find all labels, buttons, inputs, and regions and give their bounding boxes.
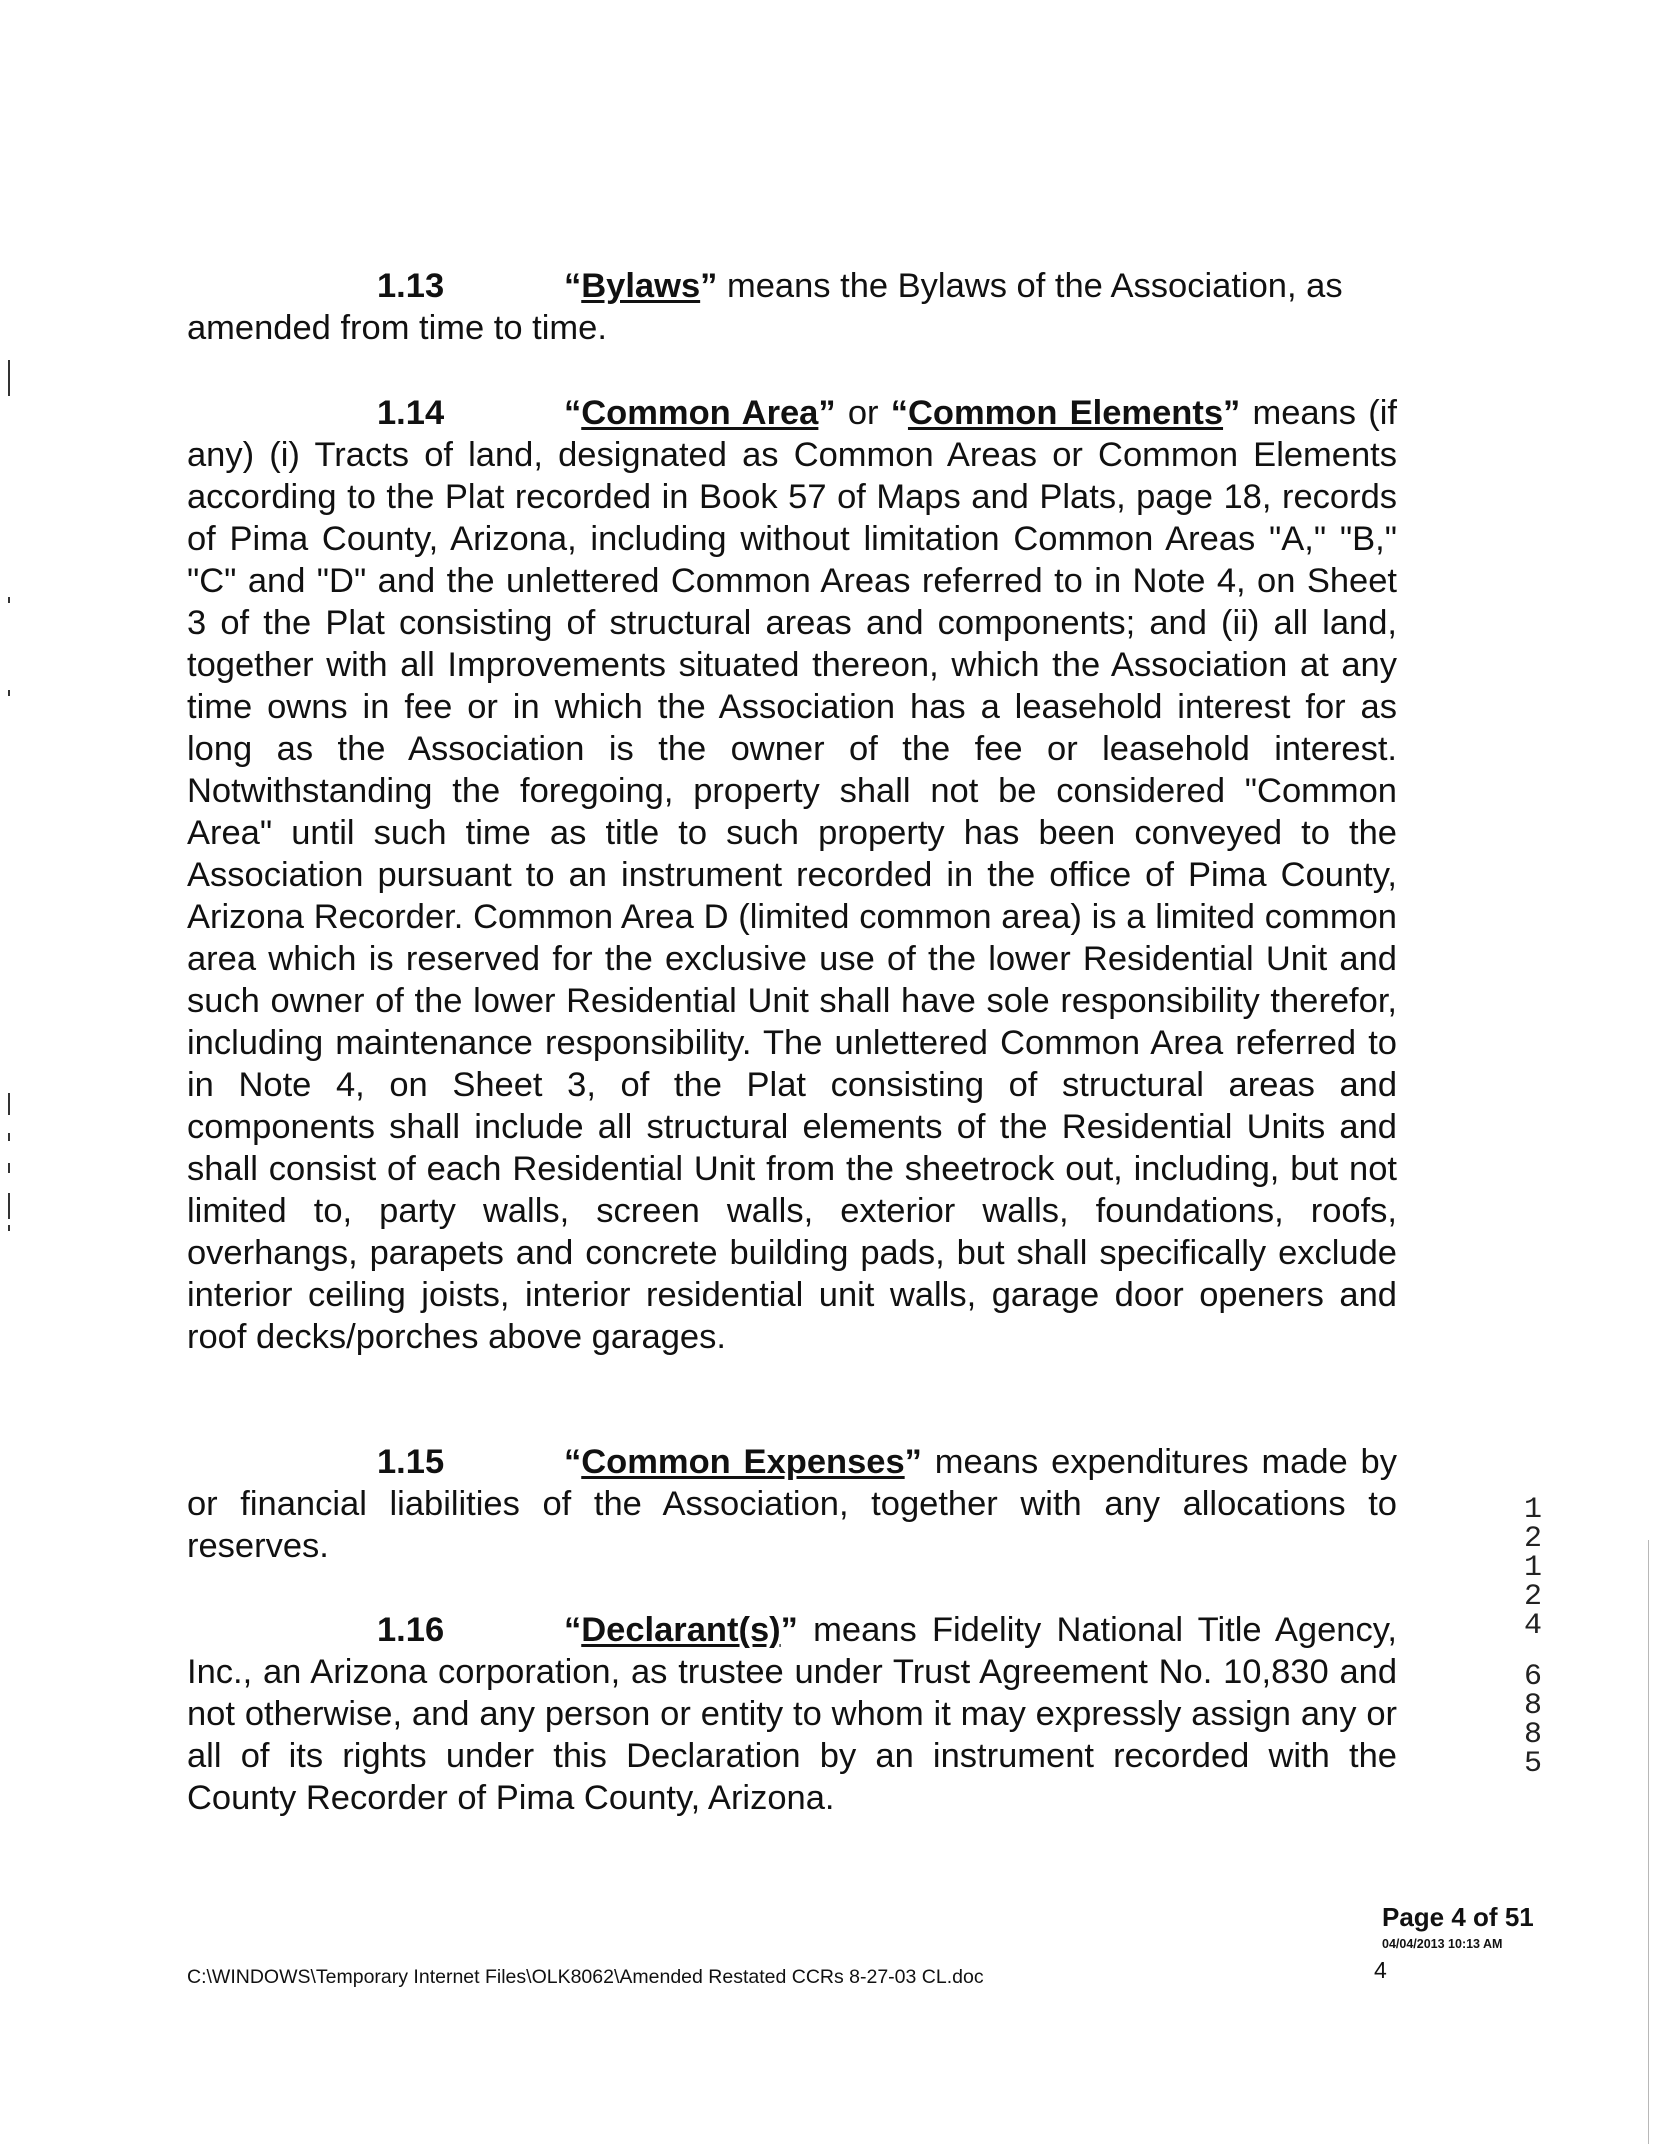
defined-term: “Bylaws”: [564, 267, 718, 305]
page-edge-line: [1648, 1540, 1649, 2144]
term-connector: or: [835, 394, 891, 432]
stamp-digit: 2: [1523, 1580, 1542, 1614]
margin-mark: [8, 1163, 10, 1173]
definition-text: means the Bylaws of the Association, as amended from time to time.: [187, 267, 1343, 347]
definition-text: means Fidelity National Title Agency, Inc., an Arizona corporation, as trustee under Trust Agreement No. 10,830 and not otherwise, and any person or entity to whom it may expressly assign any or all of its rights under this Declaration by an instrument recorded with the County Recorder of Pima County, Arizona.: [187, 1611, 1397, 1817]
stamp-digit: 8: [1523, 1718, 1542, 1752]
margin-mark: [8, 360, 10, 396]
section-1-15: [187, 1441, 1397, 1567]
margin-mark: [8, 1193, 10, 1219]
stamp-digit: 1: [1523, 1551, 1542, 1585]
margin-mark: [8, 1225, 10, 1231]
definition-text: means (if any) (i) Tracts of land, designated as Common Areas or Common Elements according to the Plat recorded in Book 57 of Maps and Plats, page 18, records of Pima County, Arizona, including without limitation Common Areas "A," "B," "C" and "D" and the unlettered Common Areas referred to in Note 4, on Sheet 3 of the Plat consisting of structural areas and components; and (ii) all land, together with all Improvements situated thereon, which the Association at any time owns in fee or in which the Association has a leasehold interest for as long as the Association is the owner of the fee or leasehold interest. Notwithstanding the foregoing, property shall not be considered "Common Area" until such time as title to such property has been conveyed to the Association pursuant to an instrument recorded in the office of Pima County, Arizona Recorder. Common Area D (limited common area) is a limited common area which is reserved for the exclusive use of the lower Residential Unit and such owner of the lower Residential Unit shall have sole responsibility therefor, including maintenance responsibility. The unlettered Common Area referred to in Note 4, on Sheet 3, of the Plat consisting of structural areas and components shall include all structural elements of the Residential Units and shall consist of each Residential Unit from the sheetrock out, including, but not limited to, party walls, screen walls, exterior walls, foundations, roofs, overhangs, parapets and concrete building pads, but shall specifically exclude interior ceiling joists, interior residential unit walls, garage door openers and roof decks/porches above garages.: [187, 394, 1397, 1356]
section-number: 1.13: [377, 267, 445, 305]
section-number: 1.14: [377, 394, 445, 432]
section-number: 1.15: [377, 1443, 445, 1481]
print-timestamp: 04/04/2013 10:13 AM: [1382, 1937, 1503, 1951]
stamp-digit: 5: [1523, 1747, 1542, 1781]
stamp-digit: 2: [1523, 1522, 1542, 1556]
stamp-digit: 6: [1523, 1660, 1542, 1694]
margin-mark: [8, 1133, 10, 1141]
section-1-13: [187, 265, 1397, 349]
defined-term: “Common Elements”: [890, 394, 1241, 432]
defined-term: “Declarant(s)”: [564, 1611, 798, 1649]
footer-page-number: 4: [1374, 1957, 1387, 1983]
recording-stamp: [1518, 1493, 1548, 1781]
page-label: Page 4 of 51: [1382, 1902, 1534, 1932]
stamp-digit: 8: [1523, 1689, 1542, 1723]
section-1-14: [187, 392, 1397, 1358]
margin-mark: [8, 690, 10, 696]
definition-text: means expenditures made by or financial liabilities of the Association, together with any allocations to reserves.: [187, 1443, 1397, 1565]
stamp-digit: 1: [1523, 1493, 1542, 1527]
section-number: 1.16: [377, 1611, 445, 1649]
defined-term: “Common Area”: [564, 394, 836, 432]
stamp-digit: 4: [1523, 1609, 1542, 1643]
section-1-16: [187, 1609, 1397, 1819]
defined-term: “Common Expenses”: [564, 1443, 922, 1481]
margin-mark: [8, 597, 10, 603]
margin-mark: [8, 1093, 10, 1115]
footer-file-path: C:\WINDOWS\Temporary Internet Files\OLK8062\Amended Restated CCRs 8-27-03 CL.doc: [187, 1966, 984, 1988]
